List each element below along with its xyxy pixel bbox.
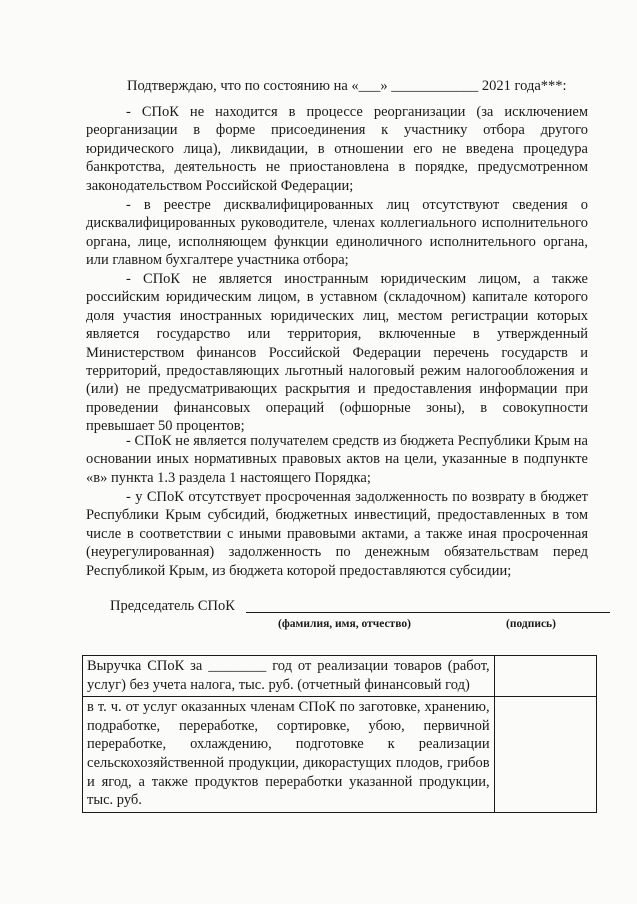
paragraph-disqualified-persons: - в реестре дисквалифицированных лиц отсутствуют сведения о дисквалифицированных руководителе, членах коллегиального исполнительного органа, лице, исполняющем функции единоличного исполнительного органа, или главном бухгалтере участника отбора;: [86, 197, 588, 269]
confirmation-statement: [127, 78, 607, 95]
services-label-cell: в т. ч. от услуг оказанных членам СПоК по заготовке, хранению, подработке, переработке, сортировке, убою, первичной переработке, охлаждению, подготовке к реализации сельскохозяйственной продукции, дикорастущих плодов, грибов и ягод, а также продуктов переработки указанной продукции, тыс. руб.: [83, 697, 495, 813]
revenue-label-cell: Выручка СПоК за ________ год от реализации товаров (работ, услуг) без учета налога, тыс. руб. (отчетный финансовый год): [83, 656, 495, 697]
paragraph-reorganization: - СПоК не находится в процессе реорганизации (за исключением реорганизации в форме присоединения к участнику отбора другого юридического лица), ликвидации, в отношении его не введена процедура банкротства, деятельность не приостановлена в порядке, предусмотренном законодательством Российской Федерации;: [86, 104, 588, 194]
name-caption: (фамилия, имя, отчество): [278, 618, 411, 630]
revenue-value-cell[interactable]: [494, 656, 596, 697]
chairman-label: Председатель СПоК: [110, 598, 235, 614]
revenue-table: [82, 655, 597, 813]
paragraph-budget-recipient: - СПоК не является получателем средств из бюджета Республики Крым на основании иных нормативных правовых актов на цели, указанные в подпункте «в» пункта 1.3 раздела 1 настоящего Порядка;: [86, 433, 588, 486]
confirmation-middle: »: [380, 78, 392, 94]
confirmation-suffix: 2021 года***:: [478, 78, 567, 94]
signature-blank[interactable]: [246, 611, 610, 613]
confirmation-prefix: Подтверждаю, что по состоянию на «: [127, 78, 359, 94]
table-row: [83, 656, 597, 697]
day-blank: ___: [358, 78, 381, 94]
paragraph-foreign-entity: - СПоК не является иностранным юридическим лицом, а также российским юридическим лицом, в уставном (складочном) капитале которого доля участия иностранных юридических лиц, местом регистрации которых является государство или территория, включенные в утвержденный Министерством финансов Российской Федерации перечень государств и территорий, предоставляющих льготный налоговый режим налогообложения и (или) не предусматривающих раскрытия и предоставления информации при проведении финансовых операций (офшорные зоны), в совокупности превышает 50 процентов;: [86, 271, 588, 435]
services-value-cell[interactable]: [494, 697, 596, 813]
signature-line: [110, 598, 610, 615]
table-row: [83, 697, 597, 813]
month-blank: ____________: [391, 78, 479, 94]
paragraph-overdue-debt: - у СПоК отсутствует просроченная задолженность по возврату в бюджет Республики Крым субсидий, бюджетных инвестиций, предоставленных в том числе в соответствии с иными правовыми актами, а также иная просроченная (неурегулированная) задолженность по денежным обязательствам перед Республикой Крым, из бюджета которой предоставляются субсидии;: [86, 489, 588, 579]
sign-caption: (подпись): [506, 618, 556, 630]
